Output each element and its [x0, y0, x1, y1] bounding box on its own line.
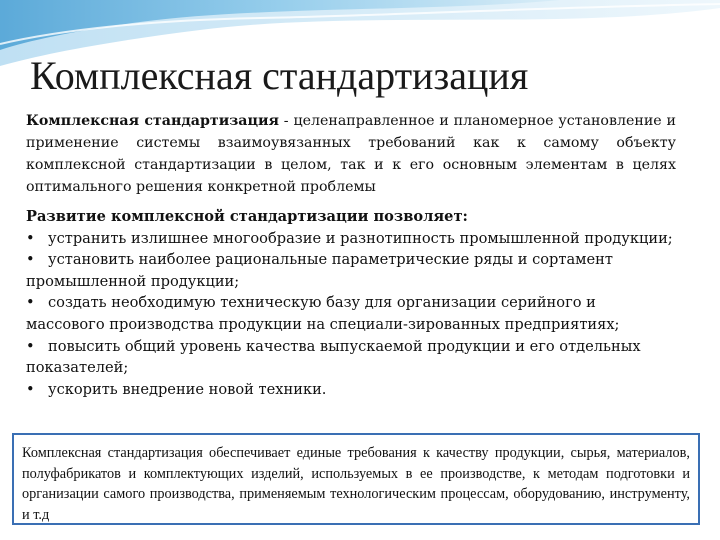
bullet-icon: • — [26, 337, 35, 355]
bullet-icon: • — [26, 251, 35, 269]
list-item: • устранить излишнее многообразие и разнотипность промышленной продукции; — [26, 228, 676, 250]
bullet-icon: • — [26, 294, 35, 312]
definition-text: - целенаправленное и планомерное установление и применение системы взаимоувязанных требований как к самому объекту комплексной стандартизации в целом, так и к его основным элементам в целях оптимального решения конкретной проблемы — [26, 113, 676, 195]
slide-title: Комплексная стандартизация — [30, 53, 529, 98]
list-item: • создать необходимую техническую базу для организации серийного и массового производства продукции на специали-зированных предприятиях; — [26, 294, 620, 333]
bullet-icon: • — [26, 229, 35, 247]
definition-paragraph — [26, 110, 676, 198]
list-item: • повысить общий уровень качества выпускаемой продукции и его отдельных показателей; — [26, 337, 641, 377]
summary-text: Комплексная стандартизация обеспечивает единые требования к качеству продукции, сырья, материалов, полуфабрикатов и комплектующих изделий, используемых в ее производстве, к методам подготовки и организации самого производства, применяемым технологическим процессам, оборудованию, инструменту, и т.д — [22, 445, 690, 523]
list-item: • установить наиболее рациональные параметрические ряды и сортамент промышленной продукции; — [26, 251, 613, 290]
development-section — [26, 206, 676, 400]
bullet-icon: • — [26, 380, 35, 398]
summary-box — [12, 433, 700, 525]
list-item: • ускорить внедрение новой техники. — [26, 379, 676, 401]
development-lead: Развитие комплексной стандартизации позволяет: — [26, 208, 468, 225]
definition-term: Комплексная стандартизация — [26, 113, 279, 129]
